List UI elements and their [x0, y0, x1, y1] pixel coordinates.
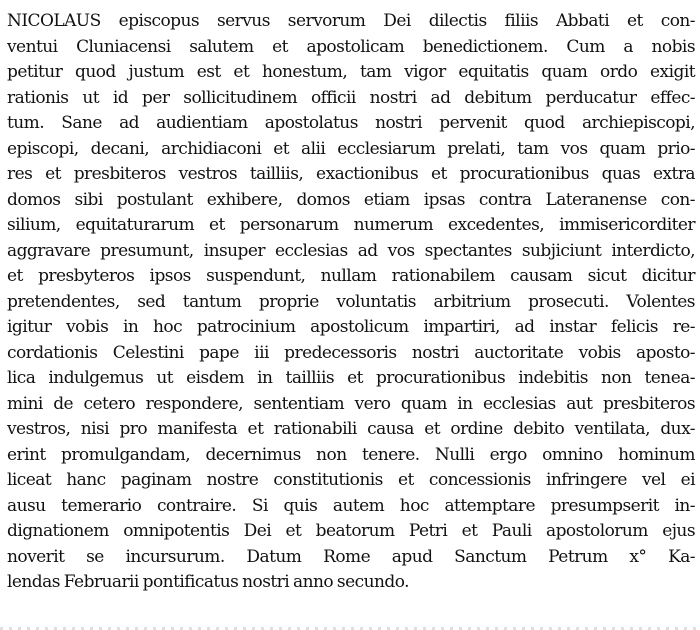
- text-line: silium, equitaturarum et personarum numerum excedentes, immisericorditer: [7, 215, 695, 235]
- text-line: res et presbiteros vestros tailliis, exactionibus et procurationibus quas extra: [7, 164, 695, 184]
- latin-charter-text: [7, 9, 695, 596]
- text-line: tum. Sane ad audientiam apostolatus nostri pervenit quod archiepiscopi,: [7, 113, 695, 133]
- text-line: igitur vobis in hoc patrocinium apostolicum impartiri, ad instar felicis re-: [7, 317, 695, 337]
- text-line: petitur quod justum est et honestum, tam vigor equitatis quam ordo exigit: [7, 62, 695, 82]
- text-line: dignationem omnipotentis Dei et beatorum Petri et Pauli apostolorum ejus: [7, 521, 695, 541]
- text-line: rationis ut id per sollicitudinem officii nostri ad debitum perducatur effec-: [7, 87, 695, 108]
- text-line: pretendentes, sed tantum proprie voluntatis arbitrium prosecuti. Volentes: [7, 291, 695, 312]
- text-line: cordationis Celestini pape iii predecessoris nostri auctoritate vobis aposto-: [7, 342, 695, 363]
- text-line: erint promulgandam, decernimus non tenere. Nulli ergo omnino hominum: [7, 444, 695, 465]
- text-line: domos sibi postulant exhibere, domos etiam ipsas contra Lateranense con-: [7, 189, 695, 210]
- text-line: ventui Cluniacensi salutem et apostolicam benedictionem. Cum a nobis: [7, 36, 695, 57]
- text-line: lendas Februarii pontificatus nostri anno secundo.: [7, 572, 409, 592]
- text-line: lica indulgemus ut eisdem in tailliis et procurationibus indebitis non tenea-: [7, 368, 695, 388]
- text-line: NICOLAUS episcopus servus servorum Dei dilectis filiis Abbati et con-: [7, 11, 695, 31]
- text-line: liceat hanc paginam nostre constitutionis et concessionis infringere vel ei: [7, 470, 695, 490]
- text-line: et presbyteros ipsos suspendunt, nullam rationabilem causam sicut dicitur: [7, 266, 695, 286]
- text-line: ausu temerario contraire. Si quis autem hoc attemptare presumpserit in-: [7, 495, 695, 516]
- text-line: episcopi, decani, archidiaconi et alii ecclesiarum prelati, tam vos quam prio-: [7, 138, 695, 159]
- text-line: noverit se incursurum. Datum Rome apud Sanctum Petrum x° Ka-: [7, 546, 695, 567]
- text-line: vestros, nisi pro manifesta et rationabili causa et ordine debito ventilata, dux-: [7, 419, 695, 439]
- text-line: aggravare presumunt, insuper ecclesias ad vos spectantes subjiciunt interdicto,: [7, 240, 695, 261]
- text-line: mini de cetero respondere, sententiam vero quam in ecclesias aut presbiteros: [7, 393, 695, 414]
